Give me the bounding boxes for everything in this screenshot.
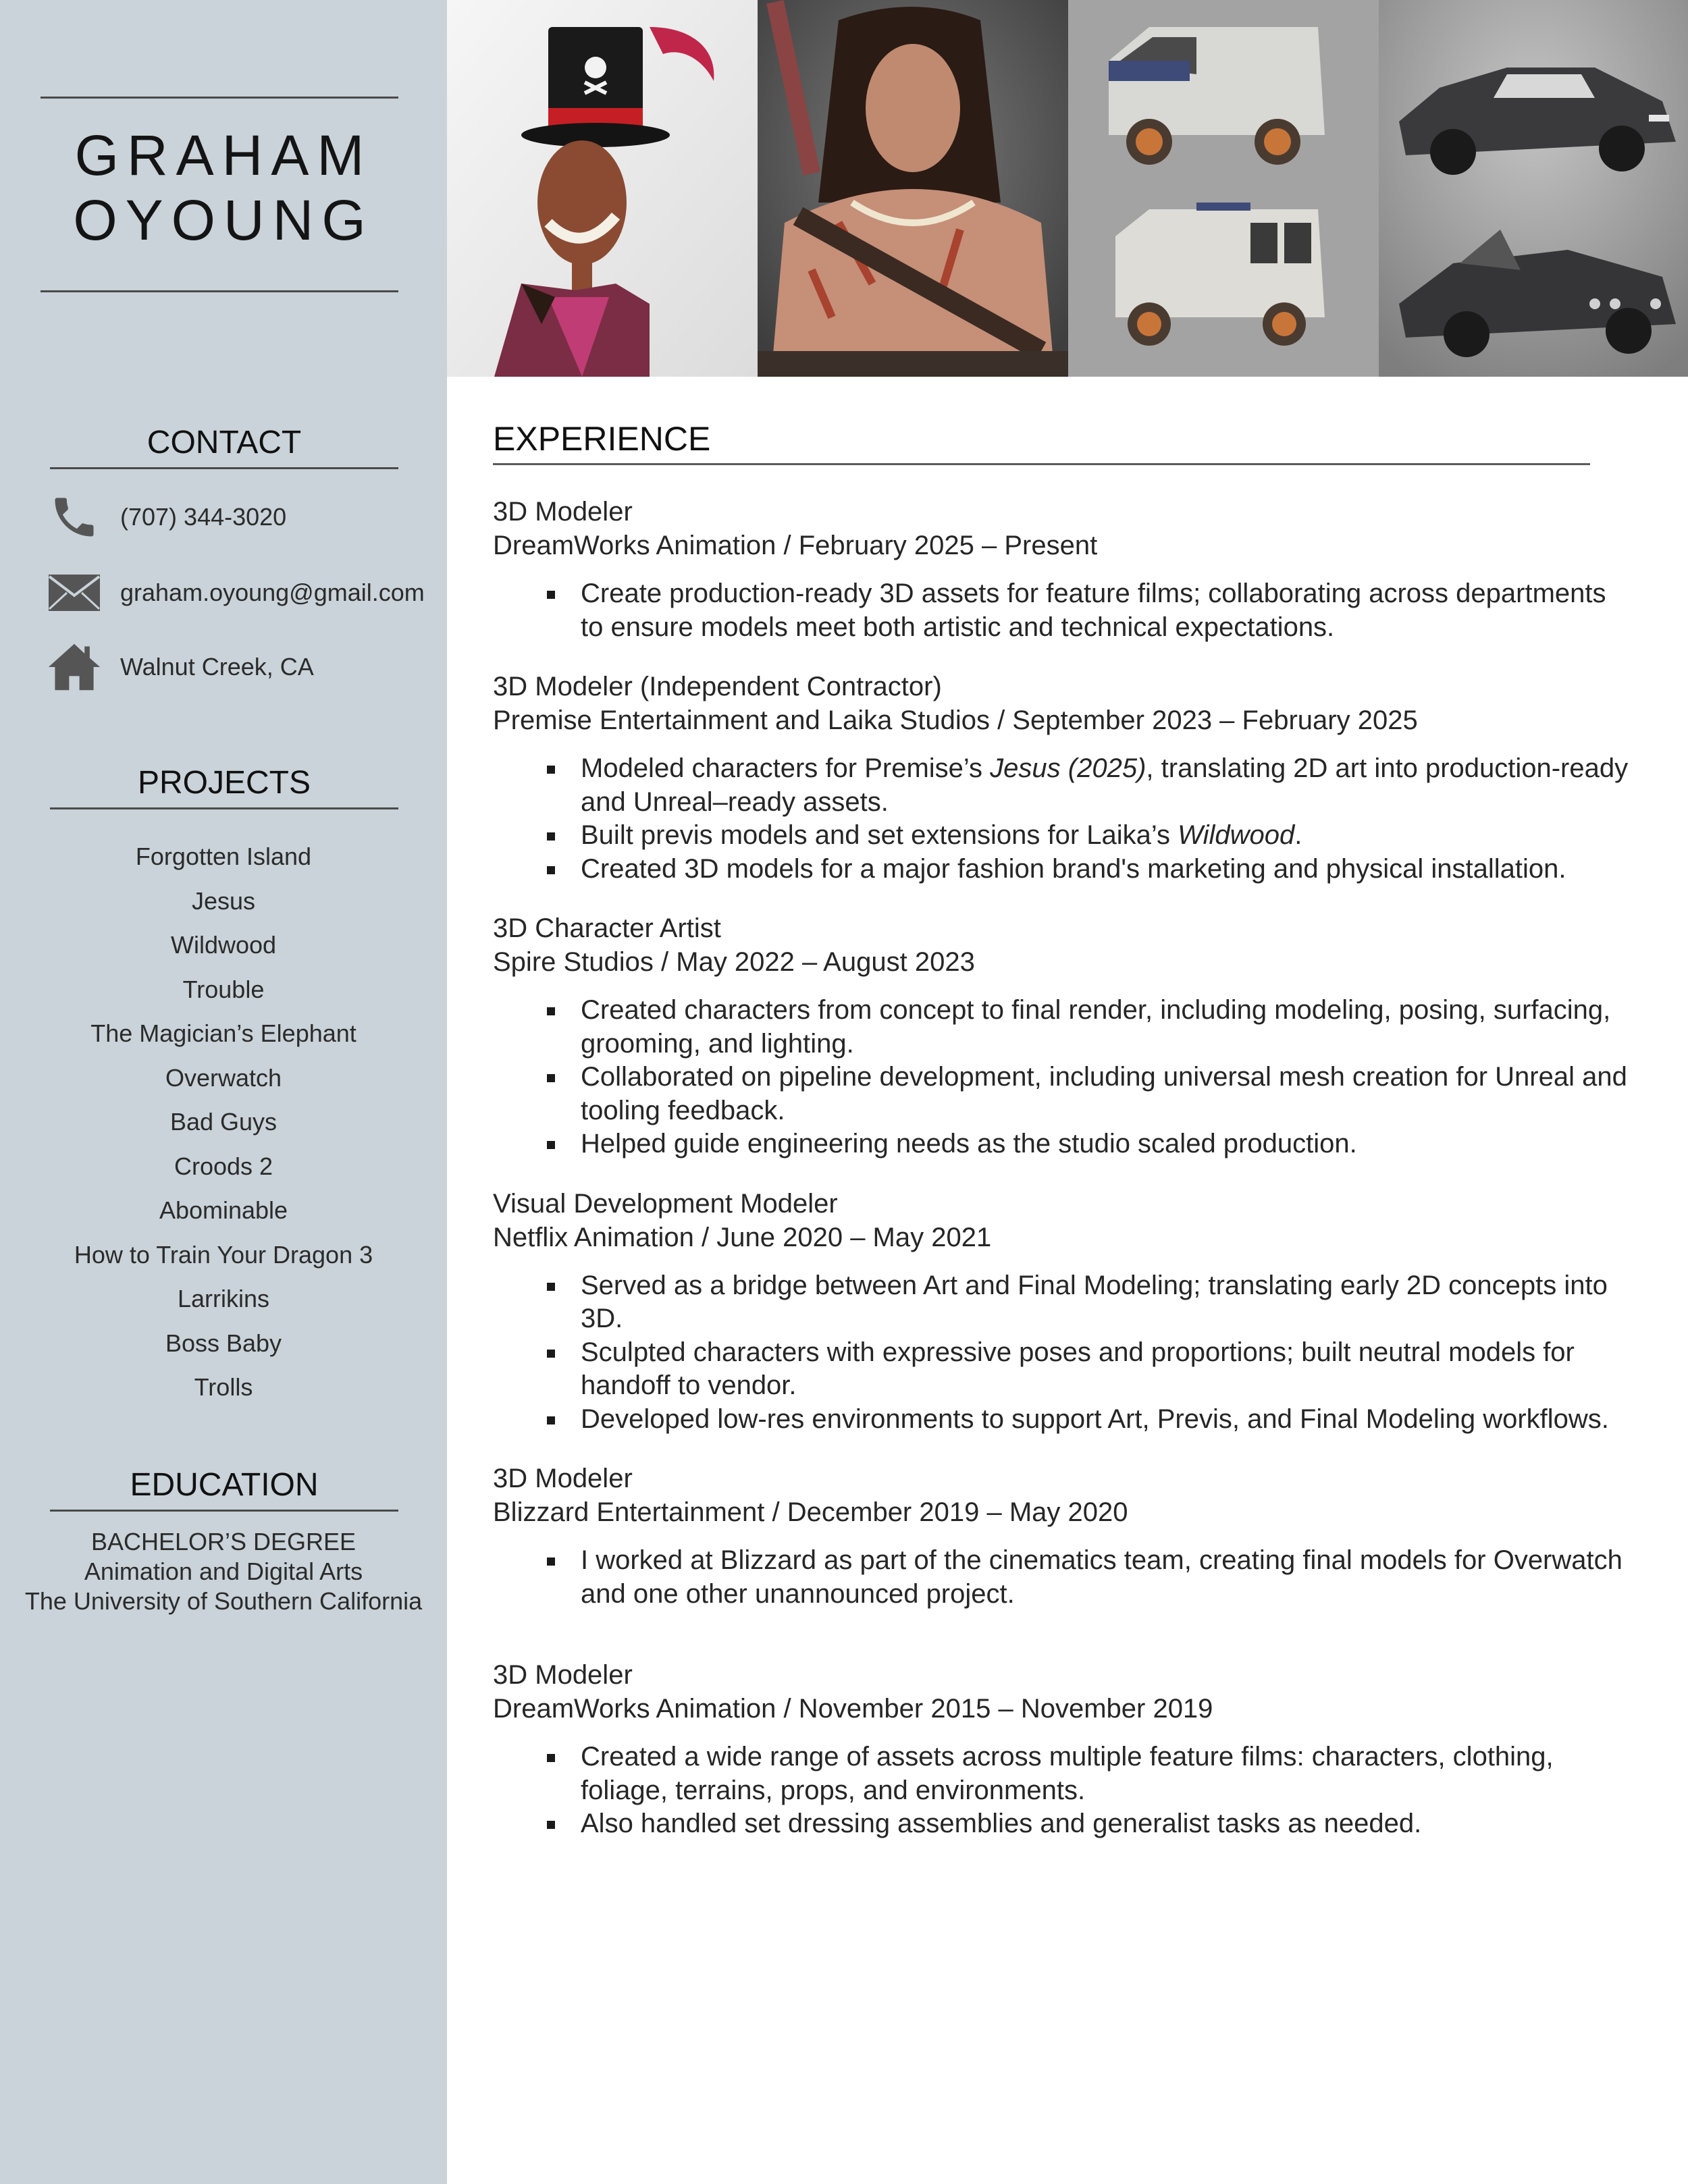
job-bullets	[493, 752, 1641, 886]
bullet-item: Served as a bridge between Art and Final Modeling; translating early 2D concepts into 3D.	[493, 1269, 1634, 1336]
job-title: 3D Modeler (Independent Contractor)	[493, 672, 942, 701]
job-company-dates: DreamWorks Animation / November 2015 – November 2019	[493, 1694, 1213, 1724]
job-entry	[493, 1658, 1641, 1841]
job-bullets	[493, 1740, 1641, 1841]
job-company-dates: Spire Studios / May 2022 – August 2023	[493, 947, 975, 977]
project-title-jesus: Jesus (2025)	[990, 753, 1146, 783]
project-item: Bad Guys	[169, 1108, 278, 1136]
contact-email[interactable]	[47, 566, 425, 620]
job-entry	[493, 1462, 1641, 1611]
phone-icon	[47, 490, 101, 544]
experience-heading: EXPERIENCE	[493, 419, 1590, 465]
job-bullets	[493, 1269, 1641, 1437]
bullet-square-icon	[547, 832, 555, 841]
project-item: Wildwood	[170, 931, 277, 959]
envelope-icon	[47, 566, 101, 620]
project-item: Trolls	[194, 1373, 253, 1401]
job-bullets	[493, 577, 1641, 644]
job-company-dates: Blizzard Entertainment / December 2019 – May 2020	[493, 1497, 1128, 1527]
bullet-item: Also handled set dressing assemblies and generalist tasks as needed.	[493, 1807, 1634, 1841]
email-address: graham.oyoung@gmail.com	[120, 579, 425, 606]
project-item: How to Train Your Dragon 3	[74, 1240, 373, 1269]
job-title: 3D Modeler	[493, 1660, 633, 1690]
project-title-wildwood: Wildwood	[1178, 820, 1295, 850]
project-item: Forgotten Island	[135, 843, 312, 870]
last-name: OYOUNG	[73, 188, 374, 252]
portfolio-banner	[447, 0, 1688, 377]
bullet-item: Created a wide range of assets across multiple feature films: characters, clothing, foliage, terrains, props, and environments.	[493, 1740, 1634, 1807]
project-item: Jesus	[191, 886, 256, 915]
bullet-square-icon	[547, 766, 555, 774]
job-title: 3D Character Artist	[493, 913, 721, 943]
project-item: Abominable	[159, 1196, 288, 1224]
contact-phone[interactable]	[47, 490, 286, 544]
project-item: Boss Baby	[165, 1329, 282, 1357]
contact-heading: CONTACT	[50, 423, 398, 469]
project-item: Trouble	[182, 975, 265, 1003]
bullet-item: Developed low-res environments to support Art, Previs, and Final Modeling workflows.	[493, 1403, 1634, 1437]
job-bullets	[493, 994, 1641, 1161]
bullet-square-icon	[547, 1141, 555, 1149]
bullet-item: Collaborated on pipeline development, including universal mesh creation for Unreal and tooling feedback.	[493, 1061, 1634, 1127]
bullet-item: Modeled characters for Premise’s Jesus (2025), translating 2D art into production-ready and Unreal–ready assets.	[493, 752, 1634, 819]
van-renders	[1068, 0, 1379, 377]
school-name: The University of Southern California	[24, 1587, 423, 1615]
bullet-item: Created 3D models for a major fashion brand's marketing and physical installation.	[493, 853, 1634, 886]
name-top-divider	[41, 97, 398, 99]
bullet-square-icon	[547, 1007, 555, 1015]
job-entry	[493, 670, 1641, 886]
tribal-warrior-render	[758, 0, 1068, 377]
projects-list	[0, 834, 447, 1410]
name-bottom-divider	[41, 290, 398, 292]
bullet-square-icon	[547, 1821, 555, 1829]
job-bullets	[493, 1544, 1641, 1611]
bullet-item: Created characters from concept to final render, including modeling, posing, surfacing, grooming, and lighting.	[493, 994, 1634, 1061]
bullet-square-icon	[547, 866, 555, 874]
bullet-square-icon	[547, 1350, 555, 1358]
bullet-square-icon	[547, 1283, 555, 1291]
job-title: 3D Modeler	[493, 1464, 633, 1493]
phone-number: (707) 344-3020	[120, 503, 287, 531]
job-company-dates: Premise Entertainment and Laika Studios / September 2023 – February 2025	[493, 705, 1418, 735]
project-item: Larrikins	[177, 1285, 270, 1312]
bullet-square-icon	[547, 1416, 555, 1424]
job-title: 3D Modeler	[493, 497, 633, 527]
degree: BACHELOR’S DEGREE	[90, 1528, 357, 1555]
contact-location	[47, 640, 314, 694]
bullet-square-icon	[547, 591, 555, 599]
projects-heading: PROJECTS	[50, 763, 398, 809]
candidate-name	[0, 123, 447, 252]
job-entry	[493, 911, 1641, 1161]
job-company-dates: DreamWorks Animation / February 2025 – Present	[493, 531, 1098, 560]
job-entry	[493, 495, 1641, 644]
location-text: Walnut Creek, CA	[120, 653, 314, 681]
education-details	[0, 1527, 447, 1616]
education-heading: EDUCATION	[50, 1465, 398, 1512]
muscle-car-renders	[1379, 0, 1688, 377]
field-of-study: Animation and Digital Arts	[84, 1557, 363, 1585]
bullet-item: Helped guide engineering needs as the studio scaled production.	[493, 1127, 1634, 1161]
bullet-square-icon	[547, 1557, 555, 1566]
project-item: Croods 2	[174, 1152, 273, 1180]
bullet-square-icon	[547, 1754, 555, 1762]
main-content	[493, 419, 1641, 1841]
job-title: Visual Development Modeler	[493, 1188, 838, 1219]
bullet-item: Create production-ready 3D assets for feature films; collaborating across departments to ensure models meet both artistic and technical expectations.	[493, 577, 1634, 644]
bullet-item: Sculpted characters with expressive poses and proportions; built neutral models for handoff to vendor.	[493, 1336, 1634, 1403]
job-entry	[493, 1187, 1641, 1437]
first-name: GRAHAM	[74, 124, 373, 187]
bullet-item: I worked at Blizzard as part of the cinematics team, creating final models for Overwatch and one other unannounced project.	[493, 1544, 1634, 1611]
home-icon	[47, 640, 101, 694]
bullet-square-icon	[547, 1074, 555, 1082]
project-item: Overwatch	[165, 1063, 282, 1092]
top-hat-villain-render	[447, 0, 758, 377]
bullet-item: Built previs models and set extensions for Laika’s Wildwood.	[493, 819, 1634, 853]
job-company-dates: Netflix Animation / June 2020 – May 2021	[493, 1222, 992, 1252]
sidebar	[0, 0, 447, 2184]
project-item: The Magician’s Elephant	[90, 1019, 357, 1047]
